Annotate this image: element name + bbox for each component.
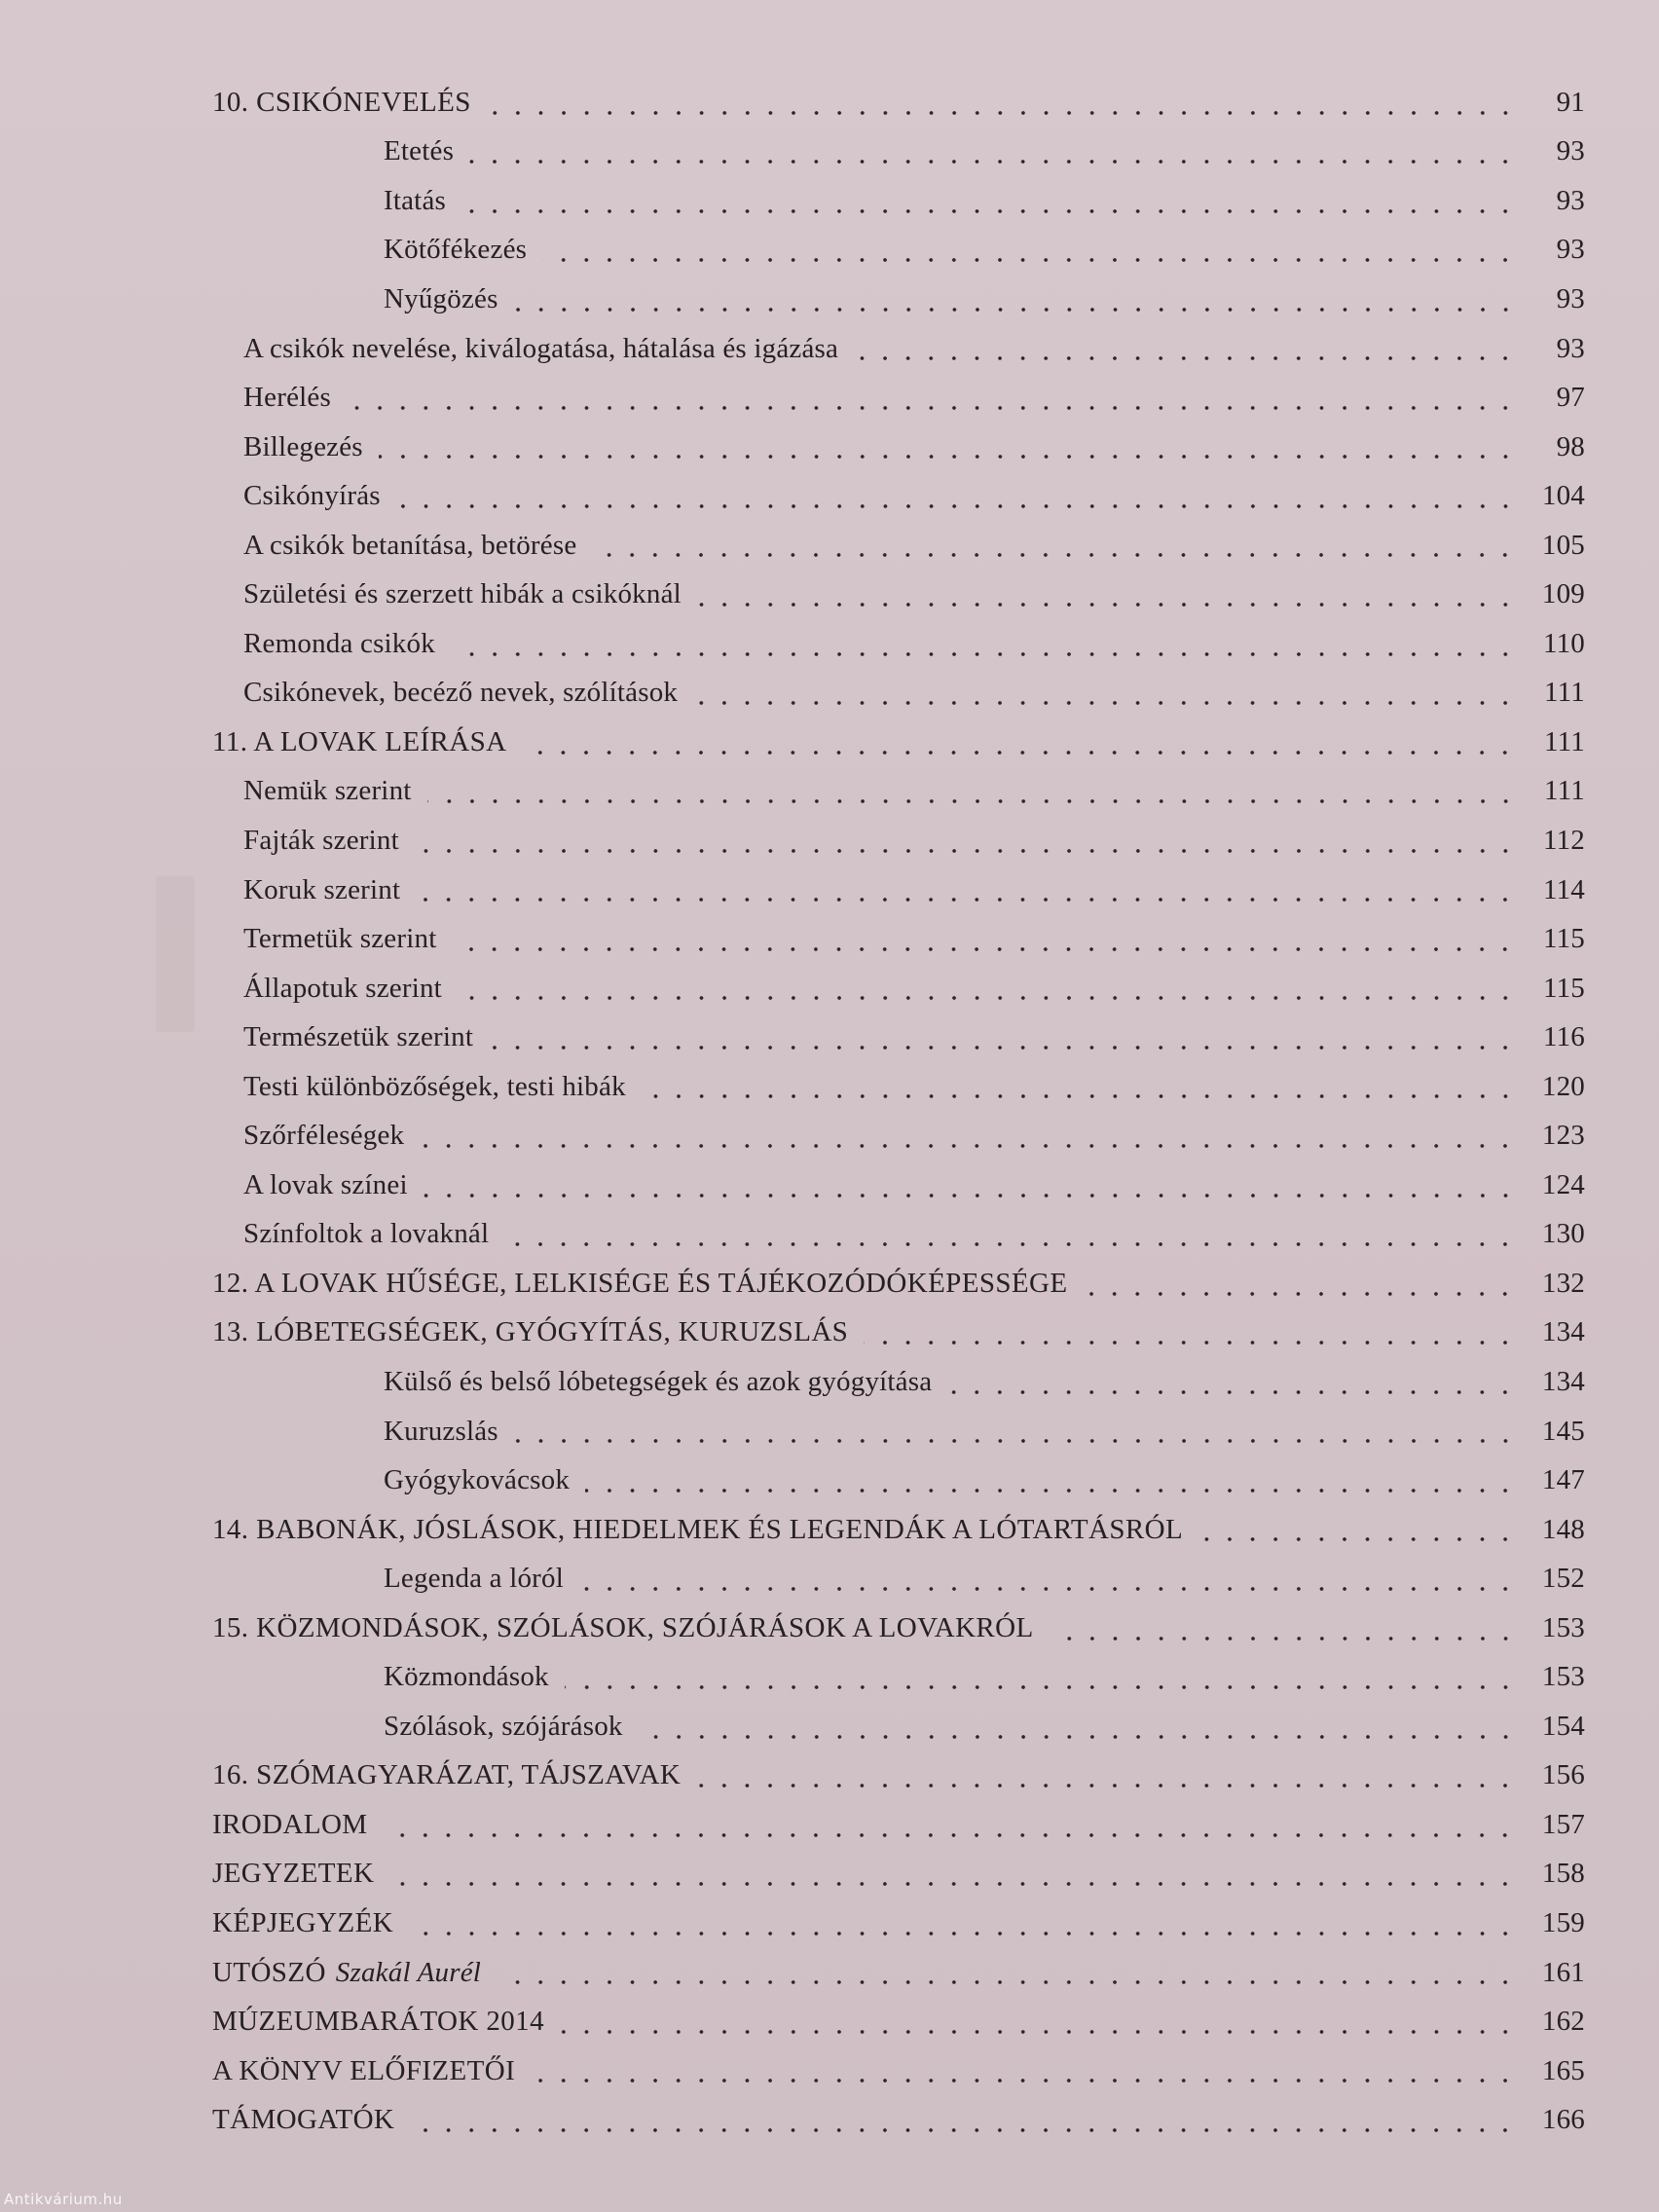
toc-entry-title: IRODALOM <box>212 1808 368 1840</box>
toc-entry-title: A csikók betanítása, betörése <box>243 529 577 561</box>
toc-entry-title: Állapotuk szerint <box>243 972 442 1004</box>
toc-entry <box>0 570 1659 619</box>
dot-leader <box>1083 1292 1517 1296</box>
dot-leader <box>585 1489 1517 1493</box>
toc-entry-page-number: 147 <box>1541 1464 1585 1496</box>
toc-entry-page-number: 124 <box>1541 1168 1585 1200</box>
toc-entry-page-number: 145 <box>1541 1415 1585 1447</box>
toc-entry-title: 10. CSIKÓNEVELÉS <box>212 86 471 118</box>
toc-entry <box>0 1554 1659 1604</box>
toc-entry-title: Billegezés <box>243 430 363 462</box>
dot-leader <box>379 455 1517 459</box>
toc-entry-page-number: 111 <box>1544 775 1585 807</box>
toc-entry-page-number: 148 <box>1541 1513 1585 1545</box>
toc-entry-page-number: 111 <box>1544 677 1585 709</box>
toc-entry-title: Herélés <box>243 382 331 414</box>
toc-entry <box>0 471 1659 521</box>
dot-leader <box>947 1390 1517 1394</box>
toc-entry <box>0 1456 1659 1505</box>
toc-entry-title: Kuruzslás <box>384 1415 498 1447</box>
toc-entry-title: Fajták szerint <box>243 824 399 856</box>
dot-leader <box>396 504 1517 508</box>
toc-entry-page-number: 123 <box>1541 1120 1585 1152</box>
toc-entry-page-number: 157 <box>1541 1808 1585 1840</box>
toc-entry-title: Csikónevek, becéző nevek, szólítások <box>243 677 679 709</box>
toc-entry <box>0 1210 1659 1260</box>
dot-leader <box>427 799 1517 803</box>
toc-entry <box>0 914 1659 964</box>
toc-entry-title: Legenda a lóról <box>384 1563 564 1595</box>
toc-entry-title: Születési és szerzett hibák a csikóknál <box>243 578 682 610</box>
toc-entry <box>0 1948 1659 1998</box>
toc-entry <box>0 816 1659 866</box>
toc-entry <box>0 1111 1659 1161</box>
toc-entry <box>0 1161 1659 1210</box>
toc-entry-title: A csikók nevelése, kiválogatása, hátalása és igázása <box>243 332 839 364</box>
toc-entry-page-number: 154 <box>1541 1710 1585 1742</box>
toc-entry-author: Szakál Aurél <box>335 1956 482 1988</box>
toc-entry-title: Csikónyírás <box>243 480 381 512</box>
toc-entry-title: 15. KÖZMONDÁSOK, SZÓLÁSOK, SZÓJÁRÁSOK A LOVAKRÓL <box>212 1611 1034 1643</box>
toc-entry <box>0 1505 1659 1555</box>
toc-entry-page-number: 162 <box>1541 2006 1585 2038</box>
toc-entry <box>0 2046 1659 2096</box>
dot-leader <box>497 1980 1517 1984</box>
toc-entry-title: 13. LÓBETEGSÉGEK, GYÓGYÍTÁS, KURUZSLÁS <box>212 1316 849 1348</box>
table-of-contents <box>0 78 1659 2145</box>
toc-entry-page-number: 116 <box>1542 1021 1585 1053</box>
toc-entry <box>0 1850 1659 1899</box>
dot-leader <box>592 553 1517 557</box>
toc-entry-title: Külső és belső lóbetegségek és azok gyógyítása <box>384 1365 933 1397</box>
toc-entry-page-number: 134 <box>1541 1316 1585 1348</box>
toc-entry-page-number: 111 <box>1544 725 1585 757</box>
toc-entry-title: A lovak színei <box>243 1168 408 1200</box>
dot-leader <box>1050 1637 1517 1641</box>
dot-leader <box>489 1046 1517 1050</box>
toc-entry <box>0 324 1659 374</box>
toc-entry <box>0 521 1659 571</box>
toc-entry-page-number: 93 <box>1556 135 1585 167</box>
dot-leader <box>461 209 1517 213</box>
toc-entry-page-number: 114 <box>1542 873 1585 905</box>
toc-entry-title: Gyógykovácsok <box>384 1464 571 1496</box>
toc-entry <box>0 1800 1659 1850</box>
toc-entry-page-number: 130 <box>1541 1218 1585 1250</box>
toc-entry <box>0 1259 1659 1309</box>
toc-entry-page-number: 91 <box>1556 86 1585 118</box>
toc-entry-page-number: 161 <box>1541 1956 1585 1988</box>
toc-entry-page-number: 93 <box>1556 282 1585 314</box>
toc-entry <box>0 1309 1659 1358</box>
toc-entry <box>0 373 1659 423</box>
toc-entry-page-number: 97 <box>1556 382 1585 414</box>
toc-entry-title: Itatás <box>384 184 447 216</box>
toc-entry-page-number: 165 <box>1541 2054 1585 2086</box>
dot-leader <box>416 898 1517 902</box>
dot-leader <box>854 356 1517 360</box>
dot-leader <box>415 849 1517 853</box>
toc-entry-page-number: 120 <box>1541 1070 1585 1102</box>
toc-entry-title: Közmondások <box>384 1661 549 1693</box>
dot-leader <box>514 1439 1517 1443</box>
toc-entry-title: 14. BABONÁK, JÓSLÁSOK, HIEDELMEK ÉS LEGENDÁK A LÓTARTÁSRÓL <box>212 1513 1184 1545</box>
toc-entry <box>0 1997 1659 2046</box>
toc-entry-page-number: 166 <box>1541 2104 1585 2136</box>
dot-leader <box>696 1784 1517 1788</box>
toc-entry <box>0 1702 1659 1751</box>
dot-leader <box>639 1735 1517 1739</box>
dot-leader <box>697 603 1517 607</box>
toc-entry <box>0 718 1659 767</box>
toc-entry-title: KÉPJEGYZÉK <box>212 1907 394 1938</box>
toc-entry <box>0 767 1659 817</box>
toc-entry-title: Szólások, szójárások <box>384 1710 623 1742</box>
toc-entry <box>0 619 1659 669</box>
toc-entry-page-number: 158 <box>1541 1858 1585 1890</box>
toc-entry-page-number: 153 <box>1541 1661 1585 1693</box>
toc-entry-title: Kötőfékezés <box>384 234 528 266</box>
dot-leader <box>458 996 1517 1000</box>
toc-entry-page-number: 156 <box>1541 1759 1585 1791</box>
toc-entry <box>0 964 1659 1014</box>
dot-leader <box>531 2079 1517 2083</box>
toc-entry <box>0 1653 1659 1703</box>
toc-entry-title: Testi különbözőségek, testi hibák <box>243 1070 626 1102</box>
toc-entry-title: Etetés <box>384 135 455 167</box>
toc-entry <box>0 423 1659 472</box>
toc-entry-page-number: 115 <box>1542 972 1585 1004</box>
toc-entry-page-number: 93 <box>1556 184 1585 216</box>
toc-entry <box>0 2095 1659 2145</box>
toc-entry-page-number: 105 <box>1541 529 1585 561</box>
dot-leader <box>542 258 1517 262</box>
dot-leader <box>469 160 1517 164</box>
toc-entry-page-number: 134 <box>1541 1365 1585 1397</box>
dot-leader <box>383 1833 1517 1837</box>
toc-entry <box>0 866 1659 915</box>
toc-entry-title: Nemük szerint <box>243 775 412 807</box>
toc-entry-page-number: 93 <box>1556 332 1585 364</box>
toc-entry <box>0 1899 1659 1948</box>
toc-entry-page-number: 109 <box>1541 578 1585 610</box>
toc-entry <box>0 669 1659 719</box>
dot-leader <box>642 1094 1517 1098</box>
dot-leader <box>693 701 1517 705</box>
toc-entry-title: MÚZEUMBARÁTOK 2014 <box>212 2006 544 2038</box>
dot-leader <box>409 1932 1517 1936</box>
toc-entry-page-number: 159 <box>1541 1907 1585 1938</box>
toc-entry-title: Termetük szerint <box>243 923 437 955</box>
toc-entry-title: 16. SZÓMAGYARÁZAT, TÁJSZAVAK <box>212 1759 682 1791</box>
toc-entry-title: 11. A LOVAK LEÍRÁSA <box>212 725 507 757</box>
dot-leader <box>389 1882 1517 1886</box>
dot-leader <box>424 1194 1517 1198</box>
toc-entry <box>0 1062 1659 1112</box>
toc-entry <box>0 1407 1659 1456</box>
toc-entry-title: Természetük szerint <box>243 1021 474 1053</box>
dot-leader <box>504 1242 1517 1246</box>
toc-entry <box>0 1357 1659 1407</box>
dot-leader <box>410 2128 1517 2132</box>
dot-leader <box>451 652 1517 656</box>
toc-entry-title: UTÓSZÓ <box>212 1956 326 1988</box>
toc-entry <box>0 128 1659 177</box>
toc-entry-title: Szőrféleségek <box>243 1120 405 1152</box>
dot-leader <box>579 1587 1517 1591</box>
toc-entry-page-number: 104 <box>1541 480 1585 512</box>
dot-leader <box>347 406 1517 410</box>
toc-entry-title: 12. A LOVAK HŰSÉGE, LELKISÉGE ÉS TÁJÉKOZÓDÓKÉPESSÉGE <box>212 1267 1068 1299</box>
dot-leader <box>1198 1537 1517 1541</box>
toc-entry <box>0 226 1659 276</box>
toc-entry-page-number: 93 <box>1556 234 1585 266</box>
dot-leader <box>487 111 1517 115</box>
toc-entry-title: Színfoltok a lovaknál <box>243 1218 490 1250</box>
dot-leader <box>452 947 1517 951</box>
toc-entry-title: Nyűgözés <box>384 282 498 314</box>
toc-entry <box>0 1604 1659 1653</box>
toc-entry-page-number: 132 <box>1541 1267 1585 1299</box>
dot-leader <box>514 308 1517 312</box>
dot-leader <box>864 1341 1517 1345</box>
toc-entry-page-number: 112 <box>1542 824 1585 856</box>
toc-entry <box>0 78 1659 128</box>
toc-entry <box>0 1013 1659 1062</box>
toc-entry-page-number: 152 <box>1541 1563 1585 1595</box>
dot-leader <box>565 1685 1517 1689</box>
toc-entry-title: A KÖNYV ELŐFIZETŐI <box>212 2054 516 2086</box>
toc-entry-page-number: 153 <box>1541 1611 1585 1643</box>
toc-entry-title: JEGYZETEK <box>212 1858 375 1890</box>
toc-entry <box>0 275 1659 324</box>
dot-leader <box>420 1144 1517 1148</box>
dot-leader <box>522 751 1517 755</box>
dot-leader <box>560 2030 1517 2034</box>
toc-entry-title: Remonda csikók <box>243 627 435 659</box>
toc-entry-page-number: 110 <box>1542 627 1585 659</box>
toc-entry-title: TÁMOGATÓK <box>212 2104 395 2136</box>
watermark: Antikvárium.hu <box>4 2191 123 2208</box>
toc-entry-title: Koruk szerint <box>243 873 401 905</box>
toc-entry <box>0 176 1659 226</box>
toc-entry-page-number: 115 <box>1542 923 1585 955</box>
toc-entry-page-number: 98 <box>1556 430 1585 462</box>
toc-entry <box>0 1751 1659 1801</box>
